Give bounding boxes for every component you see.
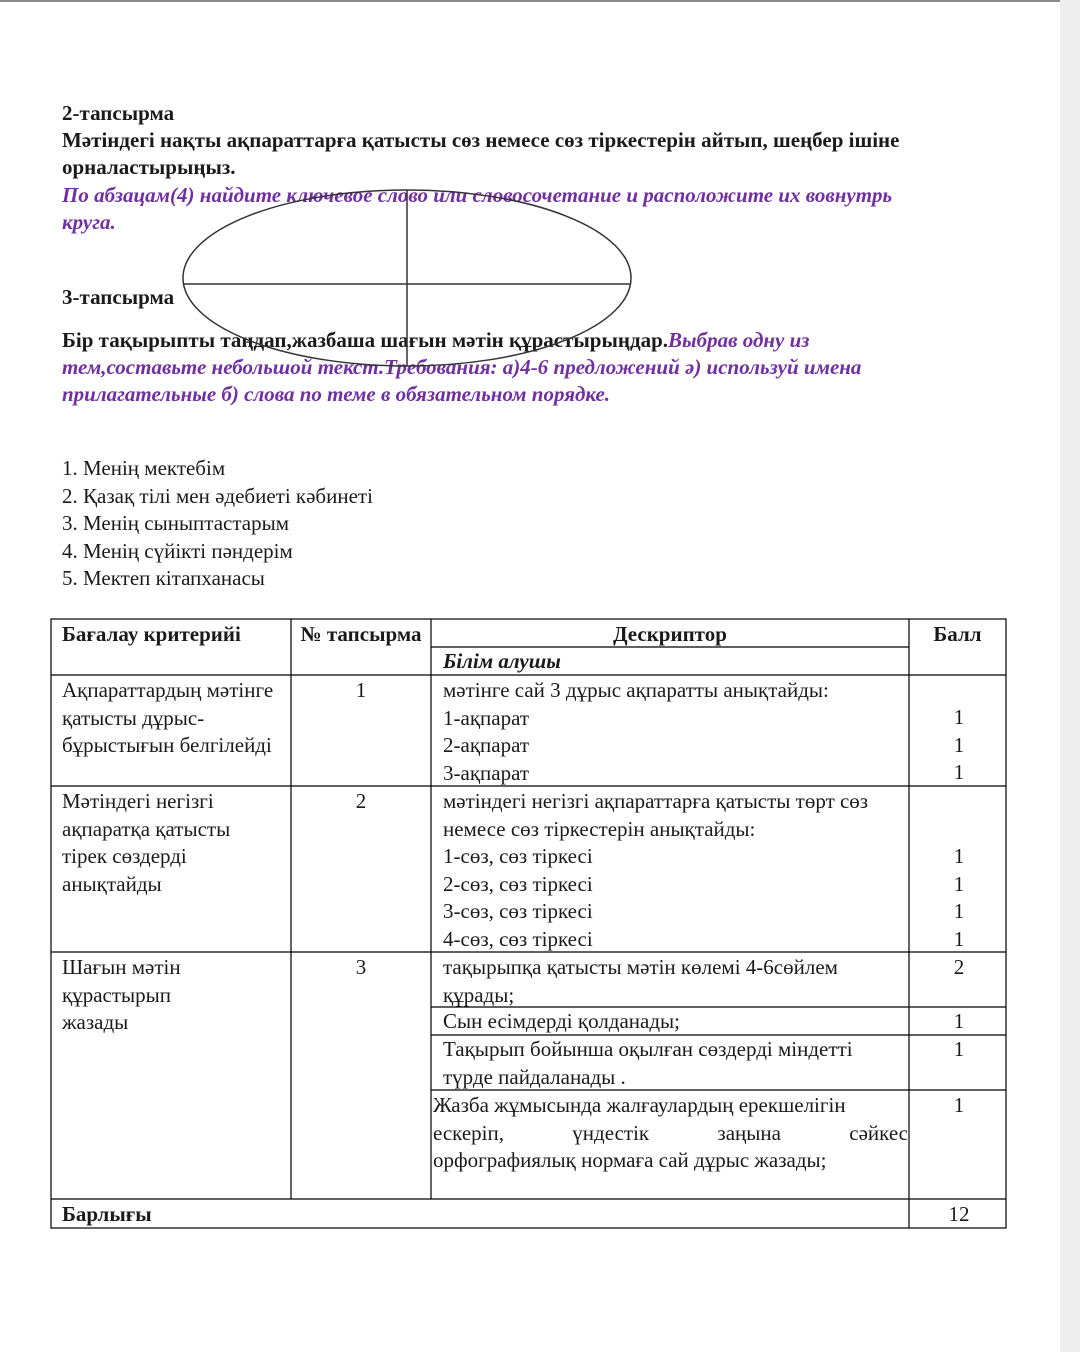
row3-score-1: 2: [953, 955, 965, 979]
row3-score-2: 1: [953, 1009, 965, 1033]
score-value: 1: [953, 899, 965, 923]
row2-task-number: 2: [355, 789, 367, 813]
row2-criterion: Мәтіндегі негізгі ақпаратқа қатысты тірек сөздерді анықтайды: [62, 789, 231, 896]
score-value: 1: [953, 705, 965, 729]
score-value: 1: [953, 926, 965, 951]
total-label: Барлығы: [62, 1202, 152, 1226]
descriptor-line: 2-сөз, сөз тіркесі: [443, 871, 593, 896]
list-item: 4. Менің сүйікті пәндерім: [62, 538, 293, 563]
descriptor-line: 2-ақпарат: [443, 733, 530, 757]
descriptor-line: 3-ақпарат: [443, 760, 530, 785]
score-value: 1: [953, 760, 965, 784]
header-descriptor: Дескриптор: [613, 622, 727, 646]
row3-score-4: 1: [953, 1093, 965, 1117]
descriptor-line: Жазба жұмысында жалғаулардың ерекшелігін: [433, 1093, 846, 1117]
row3-task-number: 3: [355, 955, 367, 979]
row3-descriptor-3: Тақырып бойынша оқылған сөздерді міндетті түрде пайдаланады .: [443, 1037, 853, 1089]
task3-instruction-ru: Выбрав одну из тем,составьте небольшой текст.Требования: а)4-6 предложений ә) используй имена прилагательные б) слова по теме в обязательном порядке.: [62, 328, 862, 406]
row3-descriptor-4: [433, 1092, 908, 1175]
descriptor-line: 4-сөз, сөз тіркесі: [443, 926, 593, 951]
row3-criterion: Шағын мәтін құрастырып жазады: [62, 955, 181, 1034]
row3-descriptor-1: тақырыпқа қатысты мәтін көлемі 4-6сөйлем құрады;: [443, 955, 838, 1007]
row3-score-3: 1: [953, 1037, 965, 1061]
total-score: 12: [948, 1202, 970, 1226]
task2-instruction-ru: По абзацам(4) найдите ключевое слово или словосочетание и расположите их вовнутрь круга.: [62, 183, 893, 234]
task3-title: 3-тапсырма: [62, 285, 175, 309]
descriptor-line: 1-сөз, сөз тіркесі: [443, 844, 593, 868]
list-item: 2. Қазақ тілі мен әдебиеті кәбинеті: [62, 483, 373, 508]
descriptor-line: ескеріп, үндестік заңына сәйкес: [433, 1120, 908, 1145]
row2-scores: [909, 843, 1009, 953]
task2-title: 2-тапсырма: [62, 101, 175, 125]
score-value: 1: [953, 844, 965, 868]
row1-criterion: Ақпараттардың мәтінге қатысты дұрыс-бұрыстығын белгілейді: [62, 678, 274, 757]
list-item: 5. Мектеп кітапханасы: [62, 566, 265, 590]
row1-scores: [909, 704, 1009, 787]
row3-descriptor-2: Сын есімдерді қолданады;: [443, 1009, 680, 1033]
score-value: 1: [953, 871, 965, 896]
descriptor-line: мәтінге сай 3 дұрыс ақпаратты анықтайды:: [443, 678, 829, 702]
descriptor-line: орфографиялық нормаға сай дұрыс жазады;: [433, 1148, 827, 1172]
row1-task-number: 1: [355, 678, 367, 702]
header-score: Балл: [933, 622, 982, 646]
header-learner: Білім алушы: [443, 649, 561, 673]
list-item: 1. Менің мектебім: [62, 456, 226, 480]
header-task-number: № тапсырма: [300, 622, 422, 646]
page-right-margin: [1060, 0, 1080, 1352]
descriptor-line: мәтіндегі негізгі ақпараттарға қатысты төрт сөз немесе сөз тіркестерін анықтайды:: [443, 789, 869, 841]
score-value: 1: [953, 732, 965, 757]
list-item: 3. Менің сыныптастарым: [62, 511, 290, 535]
task2-instruction-kz: Мәтіндегі нақты ақпараттарға қатысты сөз немесе сөз тіркестерін айтып, шеңбер ішіне орналастырыңыз.: [62, 128, 900, 179]
row1-descriptor: [443, 677, 829, 787]
descriptor-line: 3-сөз, сөз тіркесі: [443, 899, 593, 923]
task3-instruction-kz: Бір тақырыпты таңдап,жазбаша шағын мәтін құрастырыңдар.: [62, 328, 669, 352]
row2-descriptor: [443, 788, 903, 953]
header-criterion: Бағалау критерийі: [62, 622, 241, 646]
descriptor-line: 1-ақпарат: [443, 705, 530, 730]
